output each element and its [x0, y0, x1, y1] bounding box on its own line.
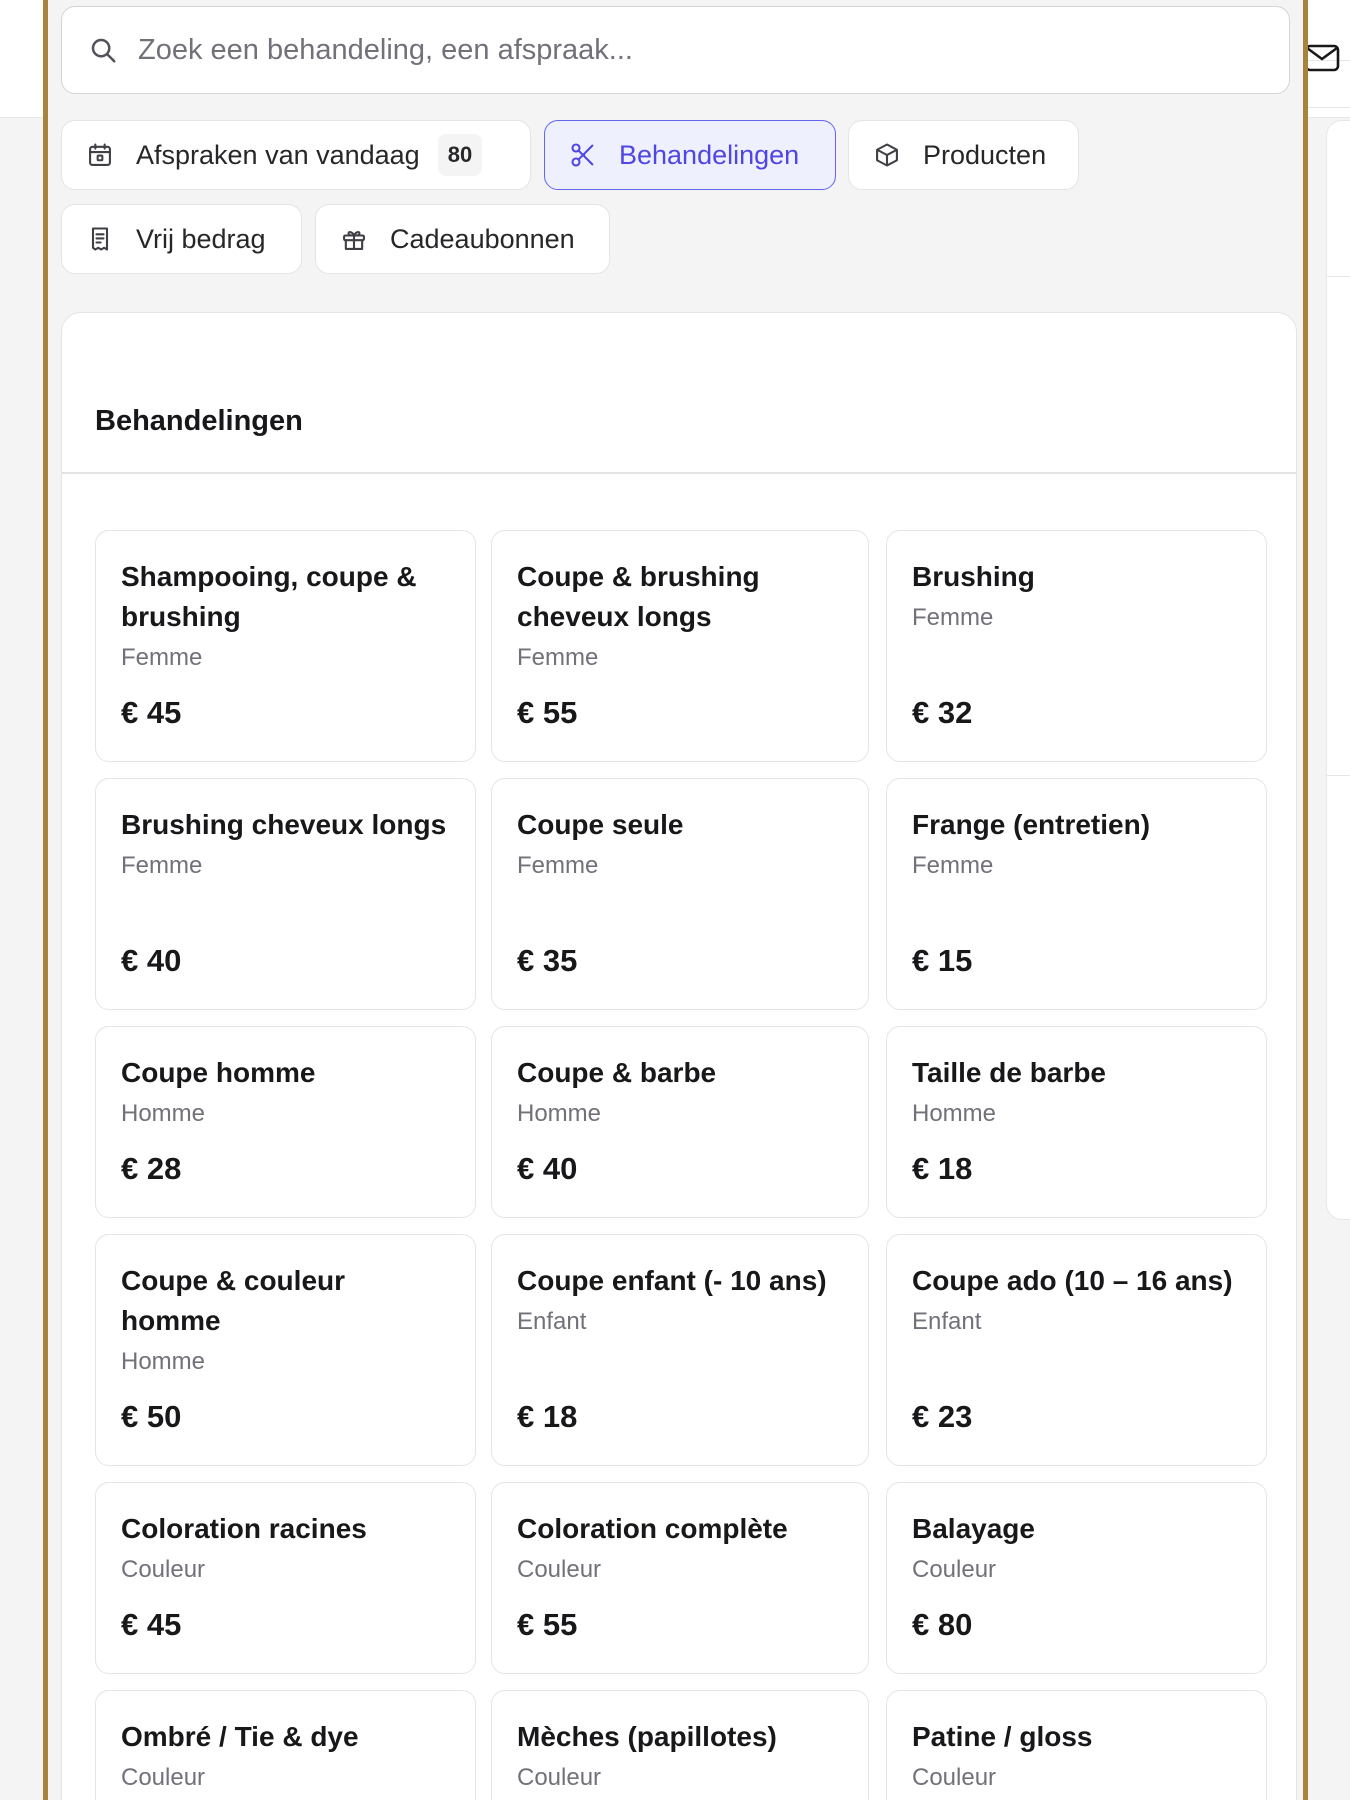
treatment-category: Couleur	[517, 1764, 602, 1791]
treatment-price: € 55	[517, 695, 578, 730]
treatment-name: Coupe ado (10 – 16 ans)	[912, 1265, 1233, 1296]
treatment-category: Femme	[121, 644, 203, 671]
treatment-tile[interactable]	[491, 778, 869, 1010]
treatment-price: € 45	[121, 695, 182, 730]
treatment-category: Femme	[517, 644, 599, 671]
treatment-name: Coupe & brushing cheveux longs	[517, 561, 760, 632]
treatment-tile[interactable]	[886, 530, 1267, 762]
treatment-name: Ombré / Tie & dye	[121, 1721, 359, 1752]
filter-treatments[interactable]	[544, 120, 836, 190]
search-bar[interactable]	[61, 6, 1290, 94]
filter-label: Afspraken van vandaag	[136, 139, 420, 170]
gift-icon	[340, 225, 368, 253]
checkout-panel	[43, 0, 1308, 1800]
treatment-category: Femme	[912, 852, 994, 879]
treatment-category: Homme	[912, 1100, 997, 1127]
filter-today-appointments[interactable]	[61, 120, 531, 190]
treatment-name: Shampooing, coupe & brushing	[121, 561, 417, 632]
treatment-price: € 28	[121, 1151, 182, 1186]
treatment-category: Couleur	[121, 1764, 206, 1791]
treatment-tile[interactable]	[886, 1234, 1267, 1466]
treatment-name: Coupe enfant (- 10 ans)	[517, 1265, 827, 1296]
filter-label: Cadeaubonnen	[390, 223, 575, 254]
search-icon	[88, 35, 118, 65]
treatment-price: € 18	[912, 1151, 973, 1186]
filter-products[interactable]	[848, 120, 1079, 190]
treatment-tile[interactable]	[886, 778, 1267, 1010]
treatment-name: Balayage	[912, 1513, 1035, 1544]
treatment-name: Coloration complète	[517, 1513, 788, 1544]
treatment-name: Coupe & couleur homme	[121, 1265, 346, 1336]
filter-gift-cards[interactable]	[315, 204, 610, 274]
treatment-name: Brushing	[912, 561, 1035, 592]
scissors-icon	[569, 141, 597, 169]
filter-free-amount[interactable]	[61, 204, 302, 274]
treatment-price: € 40	[517, 1151, 578, 1186]
treatment-price: € 80	[912, 1607, 973, 1642]
treatment-tile[interactable]	[886, 1026, 1267, 1218]
search-input[interactable]	[138, 34, 1238, 67]
background-divider	[1326, 775, 1350, 776]
calendar-icon	[86, 141, 114, 169]
treatment-price: € 50	[121, 1399, 182, 1434]
treatment-price: € 23	[912, 1399, 973, 1434]
treatment-category: Couleur	[912, 1764, 997, 1791]
treatment-category: Couleur	[121, 1556, 206, 1583]
treatment-tile[interactable]	[491, 1026, 869, 1218]
treatment-name: Brushing cheveux longs	[121, 809, 447, 840]
treatment-tile[interactable]	[95, 1482, 476, 1674]
treatment-tile[interactable]	[491, 1234, 869, 1466]
treatment-tile[interactable]	[886, 1482, 1267, 1674]
treatment-tile[interactable]	[95, 1026, 476, 1218]
treatment-category: Homme	[121, 1348, 206, 1375]
treatment-category: Couleur	[912, 1556, 997, 1583]
appointments-count-badge: 80	[438, 134, 482, 176]
treatment-tile[interactable]	[95, 530, 476, 762]
section-title: Behandelingen	[95, 405, 303, 437]
treatment-tile[interactable]	[886, 1690, 1267, 1800]
filter-label: Producten	[923, 139, 1047, 170]
treatment-category: Homme	[121, 1100, 206, 1127]
treatment-price: € 32	[912, 695, 973, 730]
treatment-name: Coloration racines	[121, 1513, 367, 1544]
filter-label: Vrij bedrag	[136, 223, 266, 254]
treatment-category: Femme	[121, 852, 203, 879]
treatment-category: Enfant	[912, 1308, 982, 1335]
background-divider	[1326, 276, 1350, 277]
treatments-card	[61, 312, 1297, 1800]
package-icon	[873, 141, 901, 169]
mail-icon[interactable]	[1304, 44, 1340, 72]
treatment-category: Enfant	[517, 1308, 587, 1335]
treatment-tile[interactable]	[95, 1690, 476, 1800]
treatment-tile[interactable]	[491, 1482, 869, 1674]
treatment-name: Taille de barbe	[912, 1057, 1106, 1088]
treatment-tile[interactable]	[491, 1690, 869, 1800]
treatment-tile[interactable]	[491, 530, 869, 762]
treatment-price: € 55	[517, 1607, 578, 1642]
treatment-price: € 18	[517, 1399, 578, 1434]
treatment-name: Mèches (papillotes)	[517, 1721, 777, 1752]
background-side-card	[1326, 120, 1350, 1220]
receipt-icon	[86, 225, 114, 253]
treatment-name: Coupe homme	[121, 1057, 316, 1088]
treatment-category: Homme	[517, 1100, 602, 1127]
divider	[62, 472, 1296, 474]
treatment-name: Coupe & barbe	[517, 1057, 717, 1088]
treatment-category: Femme	[912, 604, 994, 631]
filter-label: Behandelingen	[619, 139, 800, 170]
treatment-price: € 45	[121, 1607, 182, 1642]
treatment-price: € 15	[912, 943, 973, 978]
treatment-name: Patine / gloss	[912, 1721, 1093, 1752]
treatment-name: Coupe seule	[517, 809, 684, 840]
treatment-category: Couleur	[517, 1556, 602, 1583]
treatment-tile[interactable]	[95, 778, 476, 1010]
treatment-price: € 35	[517, 943, 578, 978]
treatment-name: Frange (entretien)	[912, 809, 1151, 840]
treatment-tile[interactable]	[95, 1234, 476, 1466]
treatment-category: Femme	[517, 852, 599, 879]
treatment-price: € 40	[121, 943, 182, 978]
